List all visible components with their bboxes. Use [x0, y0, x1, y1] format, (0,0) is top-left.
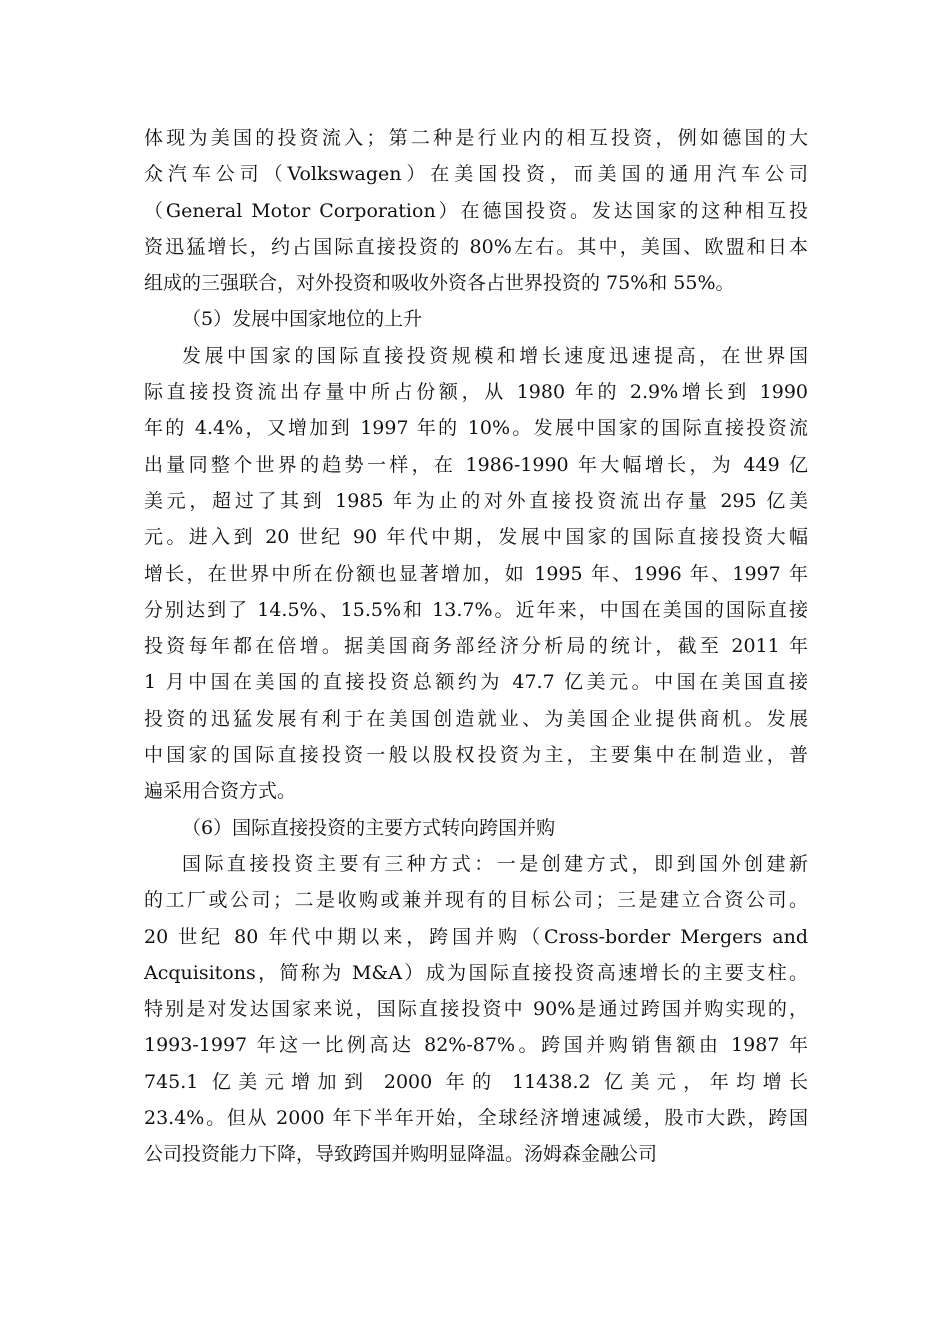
text-line: 公司投资能力下降，导致跨国并购明显降温。汤姆森金融公司	[144, 1143, 658, 1166]
text-line: 组成的三强联合，对外投资和吸收外资各占世界投资的 75%和 55%。	[144, 272, 735, 295]
text-line: 1993-1997 年这一比例高达 82%-87%。跨国并购销售额由 1987 年	[144, 1034, 808, 1057]
text-line: （General Motor Corporation）在德国投资。发达国家的这种相互投	[144, 199, 808, 222]
text-line: 特别是对发达国家来说，国际直接投资中 90%是通过跨国并购实现的，	[144, 998, 808, 1021]
text-line: 元。进入到 20 世纪 90 年代中期，发展中国家的国际直接投资大幅	[144, 526, 808, 549]
text-line: 投资的迅猛发展有利于在美国创造就业、为美国企业提供商机。发展	[144, 707, 808, 730]
text-line: 20 世纪 80 年代中期以来，跨国并购（Cross-border Mergers and	[144, 925, 808, 948]
text-line: 23.4%。但从 2000 年下半年开始，全球经济增速减缓，股市大跌，跨国	[144, 1107, 808, 1130]
text-line: 的工厂或公司；二是收购或兼并现有的目标公司；三是建立合资公司。	[144, 889, 808, 912]
text-line: 遍采用合资方式。	[144, 780, 297, 803]
text-line: 745.1 亿美元增加到 2000 年的 11438.2 亿美元，年均增长	[144, 1070, 808, 1093]
text-line: 众汽车公司（Volkswagen）在美国投资，而美国的通用汽车公司	[144, 163, 808, 186]
text-line: 体现为美国的投资流入；第二种是行业内的相互投资，例如德国的大	[144, 127, 808, 149]
text-line: 国际直接投资主要有三种方式：一是创建方式，即到国外创建新	[182, 852, 808, 875]
text-line: 1 月中国在美国的直接投资总额约为 47.7 亿美元。中国在美国直接	[144, 671, 808, 694]
section-heading: （6）国际直接投资的主要方式转向跨国并购	[182, 816, 556, 839]
text-line: 年的 4.4%，又增加到 1997 年的 10%。发展中国家的国际直接投资流	[144, 417, 808, 440]
text-line: 发展中国家的国际直接投资规模和增长速度迅速提高，在世界国	[182, 344, 808, 367]
text-line: 分别达到了 14.5%、15.5%和 13.7%。近年来，中国在美国的国际直接	[144, 598, 808, 621]
text-line: 中国家的国际直接投资一般以股权投资为主，主要集中在制造业，普	[144, 744, 808, 767]
text-line: 出量同整个世界的趋势一样，在 1986-1990 年大幅增长，为 449 亿	[144, 453, 808, 476]
text-line: 资迅猛增长，约占国际直接投资的 80%左右。其中，美国、欧盟和日本	[144, 235, 808, 258]
text-line: 投资每年都在倍增。据美国商务部经济分析局的统计，截至 2011 年	[144, 635, 808, 658]
document-body	[144, 120, 808, 1173]
text-line: 美元，超过了其到 1985 年为止的对外直接投资流出存量 295 亿美	[144, 489, 808, 512]
text-line: 际直接投资流出存量中所占份额，从 1980 年的 2.9%增长到 1990	[144, 381, 808, 404]
text-line: 增长，在世界中所在份额也显著增加，如 1995 年、1996 年、1997 年	[144, 562, 808, 585]
section-heading: （5）发展中国家地位的上升	[182, 308, 423, 331]
text-line: Acquisitons，简称为 M&A）成为国际直接投资高速增长的主要支柱。	[144, 961, 808, 984]
